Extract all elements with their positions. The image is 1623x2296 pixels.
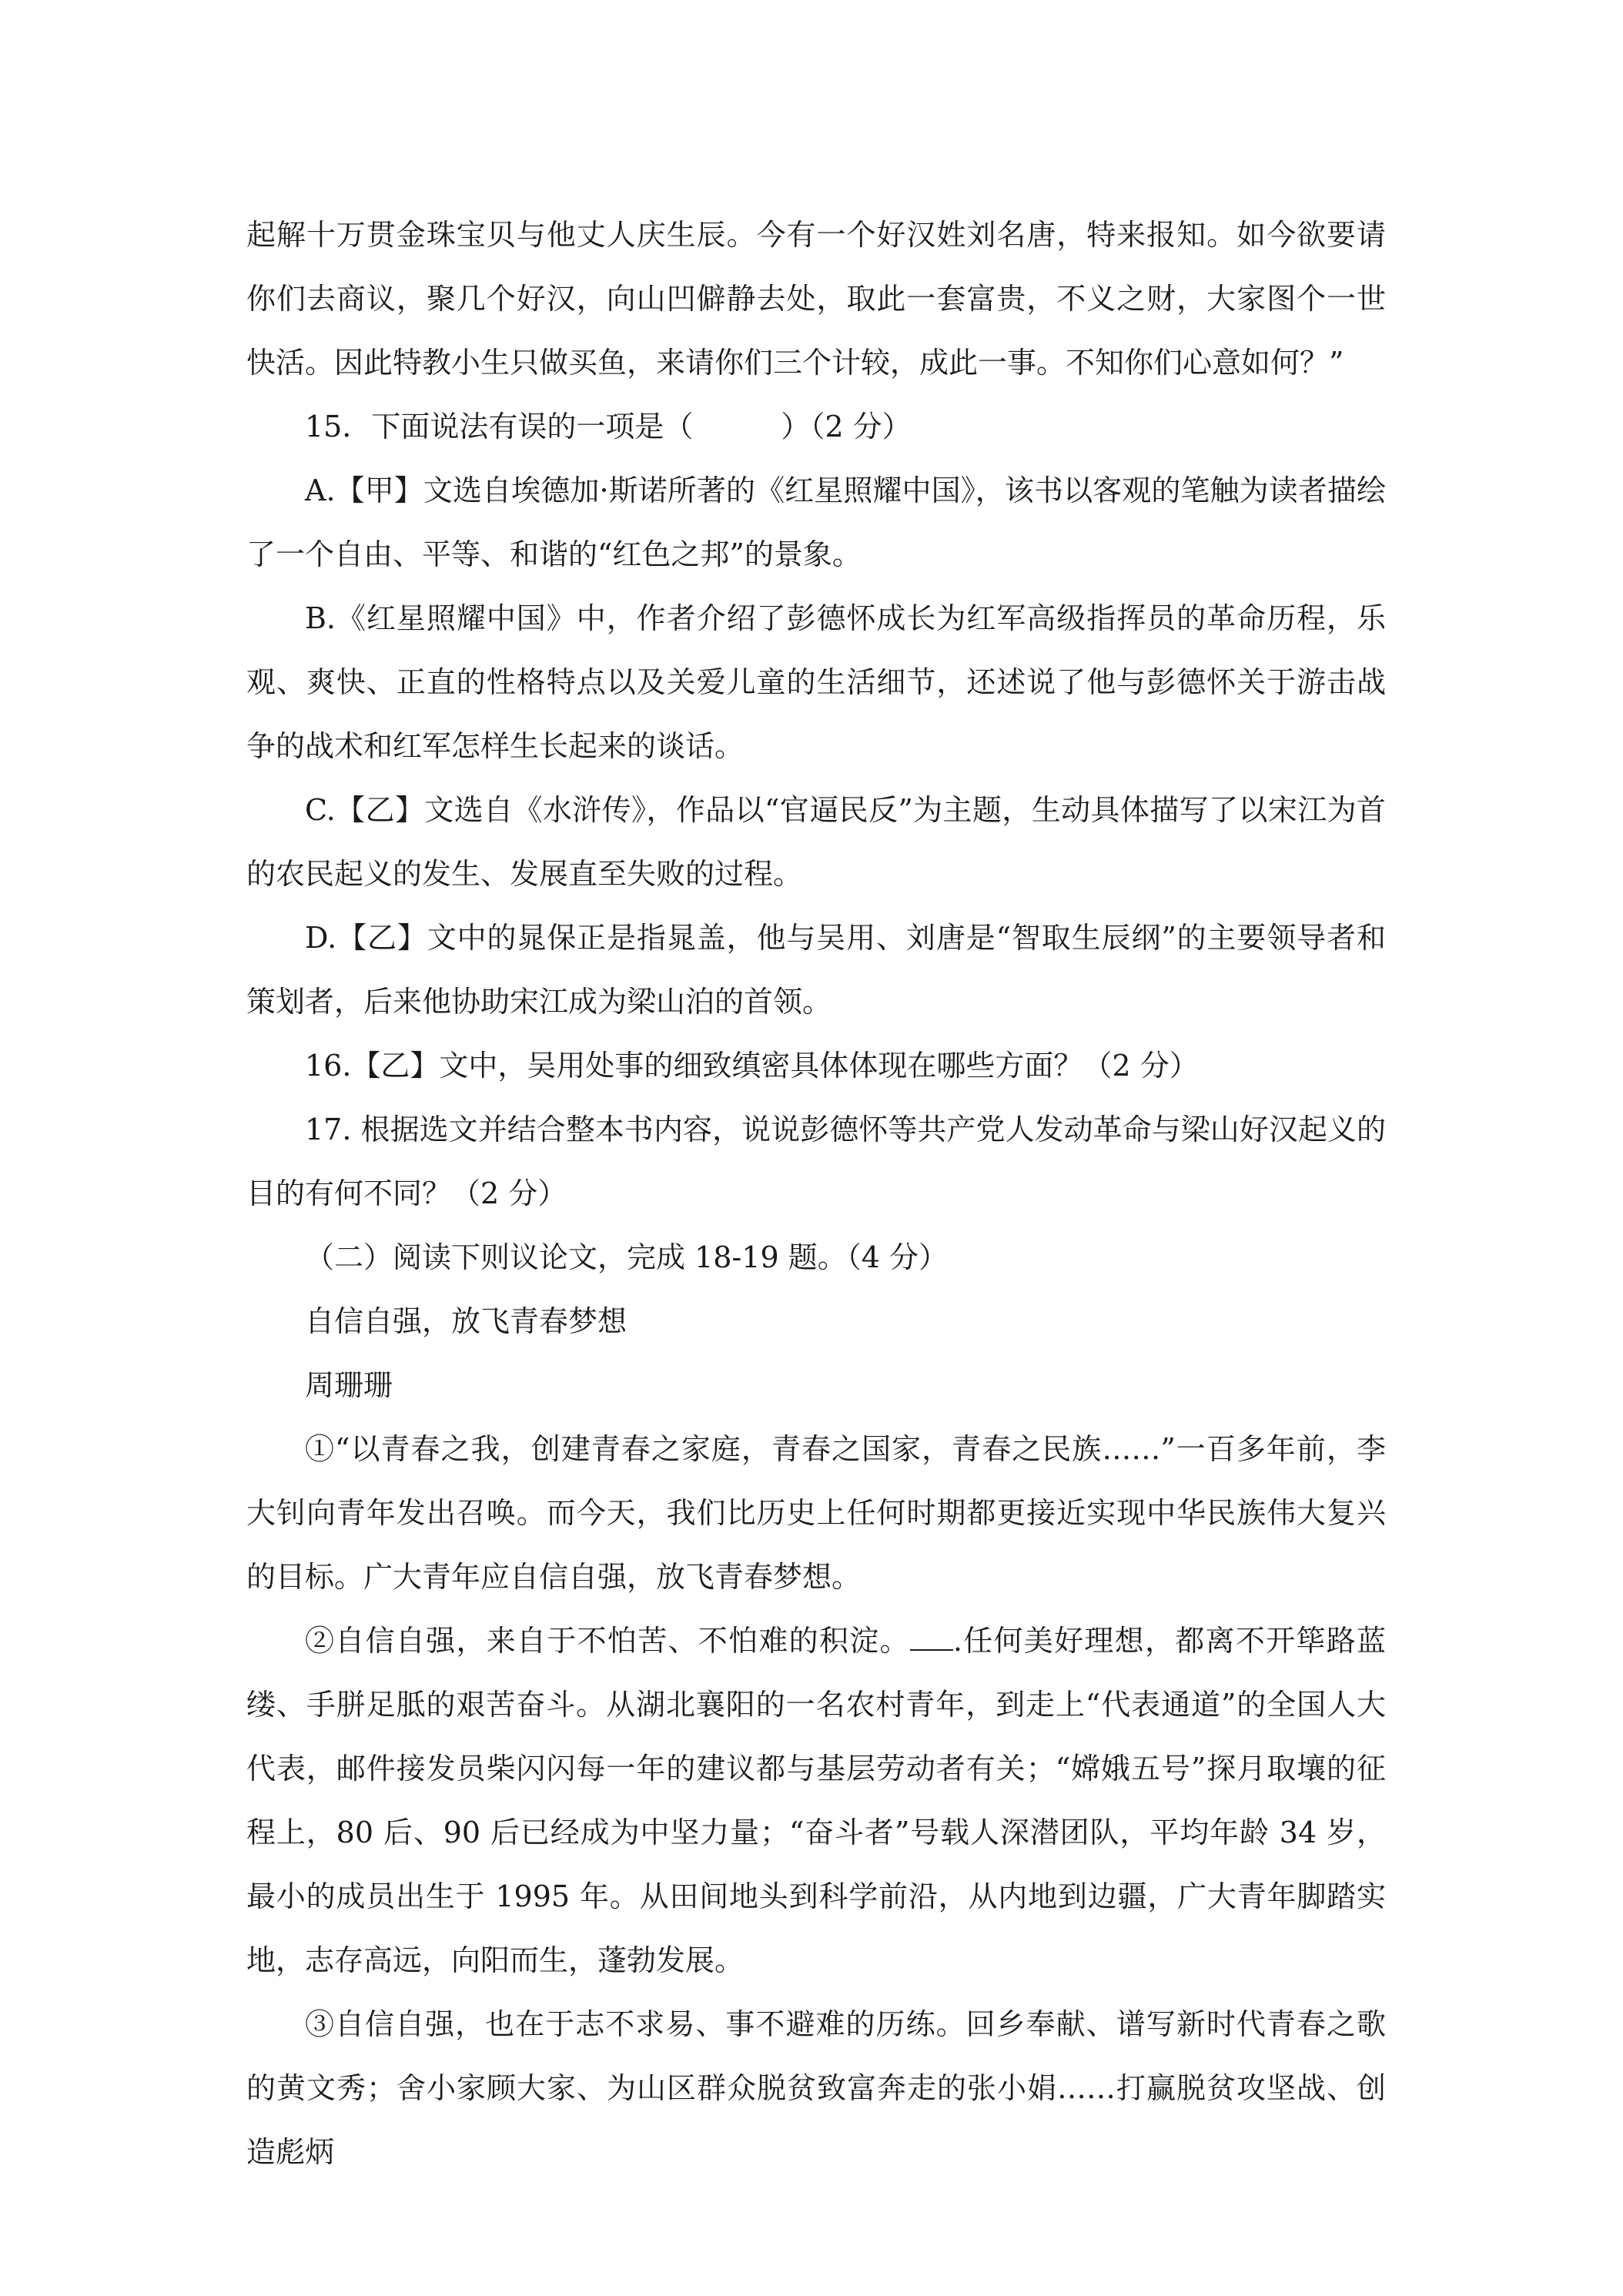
question-15-option-a: A.【甲】文选自埃德加·斯诺所著的《红星照耀中国》，该书以客观的笔触为读者描绘了一个自由、平等、和谐的“红色之邦”的景象。 — [246, 474, 1386, 571]
question-17: 17. 根据选文并结合整本书内容，说说彭德怀等共产党人发动革命与梁山好汉起义的目的有何不同？（2 分） — [246, 1113, 1386, 1210]
section-2-heading: （二）阅读下则议论文，完成 18-19 题。（4 分） — [305, 1240, 948, 1274]
fill-in-blank — [910, 1626, 953, 1651]
question-15-option-d: D.【乙】文中的晁保正是指晁盖，他与吴用、刘唐是“智取生辰纲”的主要领导者和策划者，后来他协助宋江成为梁山泊的首领。 — [246, 921, 1386, 1019]
paragraph-2-rest: .任何美好理想，都离不开筚路蓝缕、手胼足胝的艰苦奋斗。从湖北襄阳的一名农村青年，到走上“代表通道”的全国人大代表，邮件接发员柴闪闪每一年的建议都与基层劳动者有关；“嫦娥五号”探月取壤的征程上，80 后、90 后已经成为中坚力量；“奋斗者”号载人深潜团队，平均年龄 34 岁，最小的成员出生于 1995 年。从田间地头到科学前沿，从内地到边疆，广大青年脚踏实地，志存高远，向阳而生，蓬勃发展。 — [246, 1624, 1386, 1977]
article-author: 周珊珊 — [305, 1368, 393, 1402]
document-body — [246, 203, 1386, 2184]
question-15-option-b: B.《红星照耀中国》中，作者介绍了彭德怀成长为红军高级指挥员的革命历程，乐观、爽快、正直的性格特点以及关爱儿童的生活细节，还述说了他与彭德怀关于游击战争的战术和红军怎样生长起来的谈话。 — [246, 601, 1386, 763]
question-16: 16.【乙】文中，吴用处事的细致缜密具体体现在哪些方面？（2 分） — [305, 1049, 1199, 1083]
question-15-option-c: C.【乙】文选自《水浒传》，作品以“官逼民反”为主题，生动具体描写了以宋江为首的农民起义的发生、发展直至失败的过程。 — [246, 793, 1386, 891]
article-paragraph-1: ①“以青春之我，创建青春之家庭，青春之国家，青春之民族……”一百多年前，李大钊向青年发出召唤。而今天，我们比历史上任何时期都更接近实现中华民族伟大复兴的目标。广大青年应自信自强，放飞青春梦想。 — [246, 1432, 1386, 1594]
paragraph-2-lead: ②自信自强，来自于不怕苦、不怕难的积淀。 — [305, 1624, 910, 1658]
question-15-stem: 15．下面说法有误的一项是（ ）（2 分） — [305, 410, 912, 443]
article-paragraph-3: ③自信自强，也在于志不求易、事不避难的历练。回乡奉献、谱写新时代青春之歌的黄文秀；舍小家顾大家、为山区群众脱贫致富奔走的张小娟……打赢脱贫攻坚战、创造彪炳 — [246, 2007, 1386, 2169]
article-title: 自信自强，放飞青春梦想 — [305, 1304, 627, 1338]
passage-end-paragraph: 起解十万贯金珠宝贝与他丈人庆生辰。今有一个好汉姓刘名唐，特来报知。如今欲要请你们去商议，聚几个好汉，向山凹僻静去处，取此一套富贵，不义之财，大家图个一世快活。因此特教小生只做买鱼，来请你们三个计较，成此一事。不知你们心意如何？” — [246, 218, 1386, 380]
article-paragraph-2 — [246, 1609, 1386, 1993]
